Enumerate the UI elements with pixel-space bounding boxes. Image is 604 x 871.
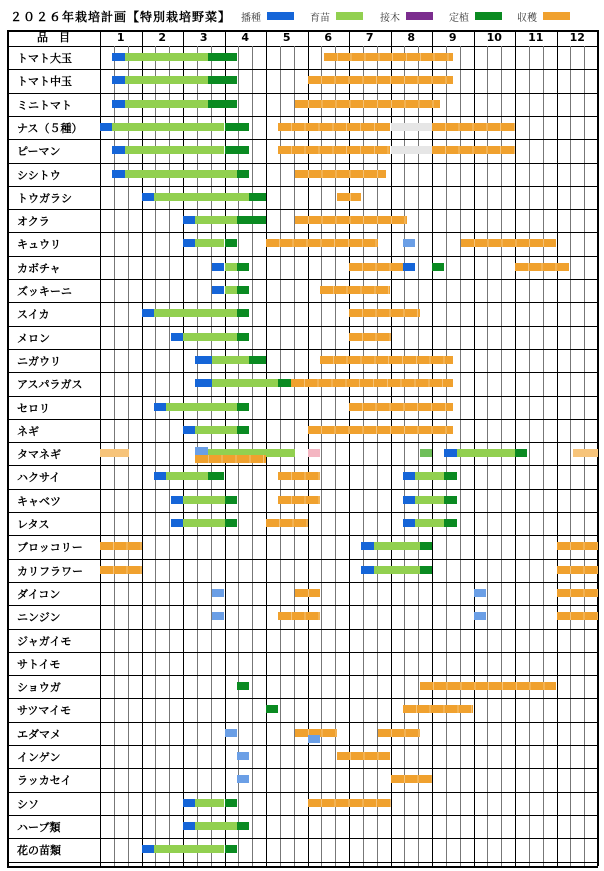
month-divider [349, 30, 350, 866]
schedule-bar-harvest [349, 403, 453, 411]
row-divider [7, 792, 598, 793]
row-divider [7, 69, 598, 70]
schedule-bar-plant [249, 356, 266, 364]
schedule-bar-harvest [403, 705, 474, 713]
schedule-bar-grow [415, 496, 444, 504]
schedule-bar-harvest [557, 612, 599, 620]
schedule-bar-harvest [432, 146, 515, 154]
crop-name: アスパラガス [17, 378, 83, 392]
schedule-bar-harvest [420, 682, 557, 690]
schedule-bar-plant [444, 496, 456, 504]
schedule-bar-harvest [391, 775, 433, 783]
schedule-bar-sow [142, 193, 154, 201]
schedule-bar-grow [457, 449, 515, 457]
schedule-bar-harvest [515, 263, 569, 271]
row-divider [7, 698, 598, 699]
schedule-bar-sow [154, 403, 166, 411]
crop-name: トウガラシ [17, 191, 72, 205]
schedule-bar-sowlight [212, 589, 224, 597]
schedule-bar-grow [125, 76, 208, 84]
month-divider [515, 30, 516, 866]
schedule-bar-harvest [557, 542, 599, 550]
schedule-bar-grow [195, 216, 237, 224]
third-divider [404, 46, 405, 866]
row-divider [7, 815, 598, 816]
row-divider [7, 745, 598, 746]
schedule-bar-harvest [349, 333, 391, 341]
crop-name: オクラ [17, 215, 50, 229]
row-divider [7, 372, 598, 373]
schedule-bar-plant [444, 519, 456, 527]
month-divider [183, 30, 184, 866]
schedule-bar-sow [361, 542, 373, 550]
month-header: 1 [116, 31, 125, 44]
schedule-bar-harvest [295, 100, 440, 108]
crop-name: インゲン [17, 751, 61, 764]
schedule-bar-grow [415, 472, 444, 480]
row-divider [7, 302, 598, 303]
schedule-bar-grow [212, 356, 249, 364]
month-divider [474, 30, 475, 866]
crop-name: ジャガイモ [17, 634, 72, 648]
crop-name: セロリ [17, 401, 50, 415]
crop-name: スイカ [17, 308, 50, 322]
schedule-bar-harvest [295, 589, 320, 597]
row-divider [7, 326, 598, 327]
schedule-bar-sow [403, 263, 415, 271]
schedule-bar-harvest [378, 123, 390, 131]
schedule-bar-grow [212, 379, 278, 387]
schedule-bar-harvest [349, 309, 420, 317]
schedule-bar-sow [142, 309, 154, 317]
schedule-bar-grow [166, 472, 208, 480]
schedule-bar-harvest [557, 566, 599, 574]
schedule-bar-grow [183, 496, 225, 504]
row-divider [7, 163, 598, 164]
schedule-bar-sowlight [403, 239, 415, 247]
schedule-bar-plant [237, 216, 266, 224]
third-divider [543, 46, 544, 866]
schedule-bar-sow [171, 333, 183, 341]
month-header: 5 [282, 31, 291, 44]
schedule-bar-plant [237, 170, 249, 178]
month-header: 2 [158, 31, 167, 44]
month-divider [557, 30, 558, 866]
month-divider [142, 30, 143, 866]
row-divider [7, 279, 598, 280]
crop-name: 花の苗類 [17, 844, 61, 858]
schedule-bar-harvest [337, 752, 391, 760]
crop-name: ショウガ [17, 681, 61, 695]
schedule-bar-harvestlow [195, 455, 266, 463]
schedule-bar-sowlight [474, 589, 486, 597]
schedule-bar-harvestlight [100, 449, 129, 457]
schedule-bar-grow [374, 542, 420, 550]
row-divider [7, 489, 598, 490]
row-divider [7, 512, 598, 513]
crop-name: シソ [17, 797, 39, 811]
legend-swatch [406, 12, 433, 20]
schedule-bar-plant [225, 519, 237, 527]
schedule-bar-grow [183, 333, 237, 341]
page-title: ２０２６年栽培計画【特別栽培野菜】 [10, 10, 232, 24]
row-divider [7, 862, 598, 863]
row-divider [7, 186, 598, 187]
schedule-bar-plant [249, 193, 266, 201]
month-header: 3 [199, 31, 208, 44]
schedule-bar-plant [420, 566, 432, 574]
legend-swatch [543, 12, 570, 20]
schedule-bar-plant [278, 379, 290, 387]
month-divider [432, 30, 433, 866]
schedule-bar-plant [237, 426, 249, 434]
item-header: 品 目 [37, 31, 70, 44]
month-header: 12 [569, 31, 585, 44]
schedule-bar-grow [195, 822, 237, 830]
grid-bottom-border [7, 866, 598, 868]
row-divider [7, 349, 598, 350]
schedule-bar-harvest [378, 729, 420, 737]
schedule-bar-plant [237, 309, 249, 317]
schedule-bar-sow [171, 496, 183, 504]
schedule-bar-plant [225, 123, 250, 131]
legend-label: 播種 [241, 13, 261, 24]
schedule-bar-harvest [337, 193, 362, 201]
month-header: 11 [528, 31, 544, 44]
month-divider [225, 30, 226, 866]
schedule-bar-harvest [308, 76, 453, 84]
crop-name: キャベツ [17, 494, 61, 508]
schedule-bar-pink [308, 449, 320, 457]
schedule-bar-grow [154, 845, 225, 853]
row-divider [7, 652, 598, 653]
schedule-bar-harvest [461, 239, 556, 247]
schedule-bar-grow [195, 239, 224, 247]
row-divider [7, 396, 598, 397]
row-divider [7, 116, 598, 117]
schedule-bar-plant [225, 496, 237, 504]
schedule-bar-sow [142, 845, 154, 853]
schedule-bar-sow [183, 822, 195, 830]
schedule-bar-sow [212, 286, 224, 294]
schedule-bar-grow [415, 519, 444, 527]
schedule-bar-grow [225, 286, 237, 294]
crop-name: ラッカセイ [17, 774, 72, 788]
crop-name: ナス（５種） [17, 121, 83, 135]
row-divider [7, 465, 598, 466]
crop-name: トマト中玉 [17, 75, 72, 89]
schedule-bar-grow [154, 309, 237, 317]
month-header: 7 [365, 31, 374, 44]
schedule-bar-sowlight [212, 612, 224, 620]
schedule-bar-harvestlight [573, 449, 598, 457]
crop-name: ニンジン [17, 611, 61, 625]
schedule-bar-sow [112, 53, 124, 61]
schedule-bar-harvest [349, 263, 403, 271]
schedule-bar-sowlight [225, 729, 237, 737]
schedule-bar-sow [403, 519, 415, 527]
schedule-bar-harvest [557, 589, 599, 597]
crop-name: ダイコン [17, 587, 61, 601]
schedule-bar-plant [432, 263, 444, 271]
crop-name: ハクサイ [17, 471, 61, 485]
crop-name: ハーブ類 [17, 820, 61, 834]
name-column-divider [100, 30, 101, 866]
schedule-bar-plant [225, 146, 250, 154]
grid-left-border [7, 30, 9, 866]
schedule-bar-harvest [266, 519, 308, 527]
crop-name: ブロッコリー [17, 541, 83, 555]
schedule-bar-harvest [320, 286, 391, 294]
schedule-bar-plant [208, 100, 237, 108]
schedule-bar-plant [444, 472, 456, 480]
row-divider [7, 582, 598, 583]
legend-swatch [267, 12, 294, 20]
schedule-bar-plant [225, 845, 237, 853]
grid-right-border [597, 30, 599, 866]
schedule-bar-plant [208, 53, 237, 61]
third-divider [570, 46, 571, 866]
schedule-bar-grow [125, 146, 225, 154]
row-divider [7, 559, 598, 560]
schedule-bar-sow [403, 496, 415, 504]
crop-name: ピーマン [17, 145, 61, 159]
row-divider [7, 838, 598, 839]
header-divider [7, 46, 598, 47]
legend-label: 収穫 [517, 13, 537, 24]
schedule-bar-plant [225, 239, 237, 247]
schedule-bar-sow [403, 472, 415, 480]
schedule-bar-grow [154, 193, 249, 201]
third-divider [529, 46, 530, 866]
row-divider [7, 442, 598, 443]
crop-name: カボチャ [17, 261, 61, 275]
schedule-bar-sow [212, 263, 224, 271]
schedule-bar-plant [237, 403, 249, 411]
schedule-bar-sow [183, 426, 195, 434]
month-header: 4 [241, 31, 250, 44]
row-divider [7, 535, 598, 536]
crop-name: エダマメ [17, 727, 61, 741]
schedule-bar-sow [112, 146, 124, 154]
month-header: 9 [448, 31, 457, 44]
row-divider [7, 93, 598, 94]
schedule-bar-plant [237, 682, 249, 690]
schedule-bar-harvest [291, 379, 453, 387]
row-divider [7, 675, 598, 676]
crop-name: トマト大玉 [17, 52, 72, 65]
schedule-bar-sowlight [195, 447, 207, 455]
schedule-bar-harvest [278, 472, 320, 480]
schedule-bar-plant [237, 822, 249, 830]
crop-name: ミニトマト [17, 98, 72, 112]
schedule-bar-harvest [320, 356, 453, 364]
schedule-bar-sow [183, 239, 195, 247]
legend-swatch [336, 12, 363, 20]
schedule-bar-harvest [295, 216, 407, 224]
schedule-bar-plant [208, 76, 237, 84]
schedule-bar-harvest [278, 123, 378, 131]
schedule-bar-sowlight [474, 612, 486, 620]
schedule-bar-sow [154, 472, 166, 480]
row-divider [7, 629, 598, 630]
crop-name: ニガウリ [17, 354, 61, 368]
schedule-bar-sowlight [237, 752, 249, 760]
schedule-bar-grey [391, 146, 433, 154]
schedule-bar-plant [420, 542, 432, 550]
crop-name: レタス [17, 518, 50, 531]
schedule-bar-sow [112, 76, 124, 84]
schedule-bar-grow [125, 53, 208, 61]
schedule-bar-harvest [432, 123, 515, 131]
row-divider [7, 256, 598, 257]
schedule-bar-harvest [295, 170, 386, 178]
month-divider [391, 30, 392, 866]
schedule-bar-grow [112, 123, 224, 131]
schedule-bar-sow [171, 519, 183, 527]
schedule-bar-harvest [100, 542, 142, 550]
schedule-bar-grow [125, 170, 237, 178]
row-divider [7, 722, 598, 723]
month-header: 8 [407, 31, 416, 44]
schedule-bar-harvest [100, 566, 142, 574]
crop-name: サツマイモ [17, 704, 72, 718]
schedule-bar-harvest [278, 146, 390, 154]
legend-swatch [475, 12, 502, 20]
schedule-bar-sow [361, 566, 373, 574]
schedule-bar-grow [195, 426, 237, 434]
schedule-bar-plant [266, 705, 278, 713]
schedule-bar-plantlight [420, 449, 432, 457]
schedule-bar-sowlow [308, 735, 320, 743]
schedule-bar-sow [195, 356, 212, 364]
schedule-bar-grow [195, 799, 224, 807]
row-divider [7, 605, 598, 606]
schedule-bar-plant [225, 799, 237, 807]
schedule-bar-plant [237, 263, 249, 271]
crop-name: タマネギ [17, 448, 61, 462]
legend-label: 定植 [449, 13, 469, 24]
schedule-bar-sow [112, 170, 124, 178]
row-divider [7, 139, 598, 140]
legend-label: 接木 [380, 13, 400, 24]
schedule-bar-plant [237, 333, 249, 341]
schedule-bar-sow [100, 123, 112, 131]
crop-name: カリフラワー [17, 564, 83, 578]
schedule-bar-sow [195, 379, 212, 387]
crop-name: サトイモ [17, 657, 61, 671]
month-header: 6 [324, 31, 333, 44]
schedule-bar-harvest [324, 53, 453, 61]
schedule-bar-harvest [308, 799, 391, 807]
crop-name: ズッキーニ [17, 285, 72, 298]
schedule-bar-grow [125, 100, 208, 108]
crop-name: シシトウ [17, 168, 61, 182]
schedule-bar-sow [444, 449, 456, 457]
row-divider [7, 768, 598, 769]
schedule-bar-grey [391, 123, 433, 131]
schedule-bar-harvest [278, 612, 320, 620]
schedule-bar-harvest [308, 426, 453, 434]
schedule-bar-sowlight [237, 775, 249, 783]
month-header: 10 [486, 31, 502, 44]
month-divider [266, 30, 267, 866]
schedule-bar-grow [183, 519, 225, 527]
schedule-bar-plant [515, 449, 527, 457]
crop-name: キュウリ [17, 238, 61, 252]
schedule-bar-grow [374, 566, 420, 574]
schedule-bar-sow [183, 216, 195, 224]
schedule-bar-sow [112, 100, 124, 108]
crop-name: メロン [17, 331, 50, 345]
row-divider [7, 232, 598, 233]
schedule-bar-grow [166, 403, 237, 411]
crop-name: ネギ [17, 424, 39, 438]
schedule-bar-plant [208, 472, 225, 480]
schedule-bar-grow [225, 263, 237, 271]
schedule-bar-sow [183, 799, 195, 807]
schedule-bar-harvest [266, 239, 378, 247]
row-divider [7, 209, 598, 210]
schedule-bar-plant [237, 286, 249, 294]
schedule-bar-harvest [278, 496, 320, 504]
legend-label: 育苗 [310, 13, 330, 24]
row-divider [7, 419, 598, 420]
